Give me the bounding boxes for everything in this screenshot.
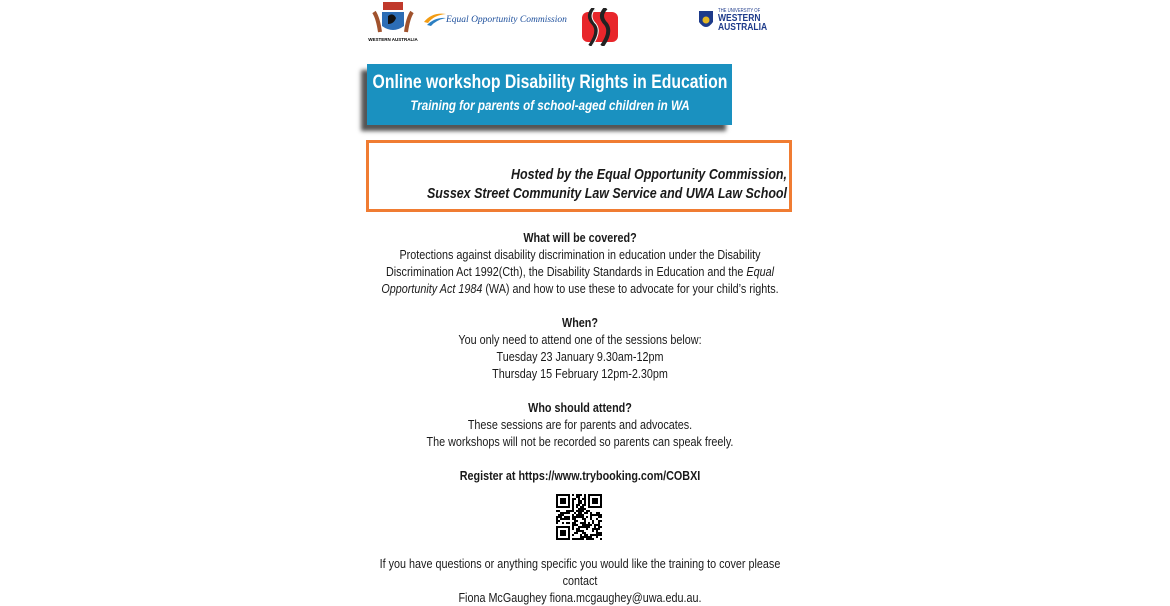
hosted-line-2: Sussex Street Community Law Service and UWA Law School (427, 185, 787, 202)
session-2: Thursday 15 February 12pm-2.30pm (492, 366, 668, 381)
hosted-by-box (366, 140, 792, 212)
footer-line-2: Fiona McGaughey fiona.mcgaughey@uwa.edu.au. (458, 590, 702, 605)
covered-heading: What will be covered? (523, 230, 637, 245)
uwa-logo (698, 8, 773, 34)
who-line-2: The workshops will not be recorded so parents can speak freely. (426, 434, 734, 449)
contact-footer (373, 555, 788, 606)
covered-text-1: Protections against disability discrimination in education under the Disability Discrimination Act 1992(Cth), the Disability Standards in Education and the (385, 247, 761, 279)
flyer-body (373, 229, 788, 501)
when-intro: You only need to attend one of the sessions below: (458, 332, 702, 347)
eoc-logo (422, 10, 567, 30)
who-line-1: These sessions are for parents and advocates. (467, 417, 693, 432)
uwa-line1: WESTERN (718, 13, 761, 24)
covered-act-name: Equal Opportunity Act 1984 (381, 264, 775, 296)
register-link[interactable]: Register at https://www.trybooking.com/COBXI (459, 468, 701, 483)
qr-code[interactable] (556, 494, 602, 540)
covered-section (373, 229, 788, 297)
who-heading: Who should attend? (528, 400, 632, 415)
wa-logo-text: WESTERN AUSTRALIA (368, 37, 418, 42)
hosted-line-1: Hosted by the Equal Opportunity Commission, (510, 166, 787, 183)
sussex-street-logo (580, 8, 620, 46)
eoc-logo-text: Equal Opportunity Commission (446, 15, 567, 25)
page-title: Online workshop Disability Rights in Education (372, 72, 728, 93)
uwa-line2: AUSTRALIA (718, 22, 768, 33)
title-banner (367, 64, 732, 125)
wa-government-crest-logo (368, 0, 418, 44)
uwa-small-text: THE UNIVERSITY OF (718, 8, 761, 14)
covered-text-2: (WA) and how to use these to advocate for your child’s rights. (482, 281, 779, 296)
when-heading: When? (562, 315, 598, 330)
who-section (373, 399, 788, 450)
session-1: Tuesday 23 January 9.30am-12pm (496, 349, 664, 364)
page-subtitle: Training for parents of school-aged children in WA (410, 97, 690, 113)
when-section (373, 314, 788, 382)
footer-line-1: If you have questions or anything specific you would like the training to cover please contact (379, 556, 781, 588)
